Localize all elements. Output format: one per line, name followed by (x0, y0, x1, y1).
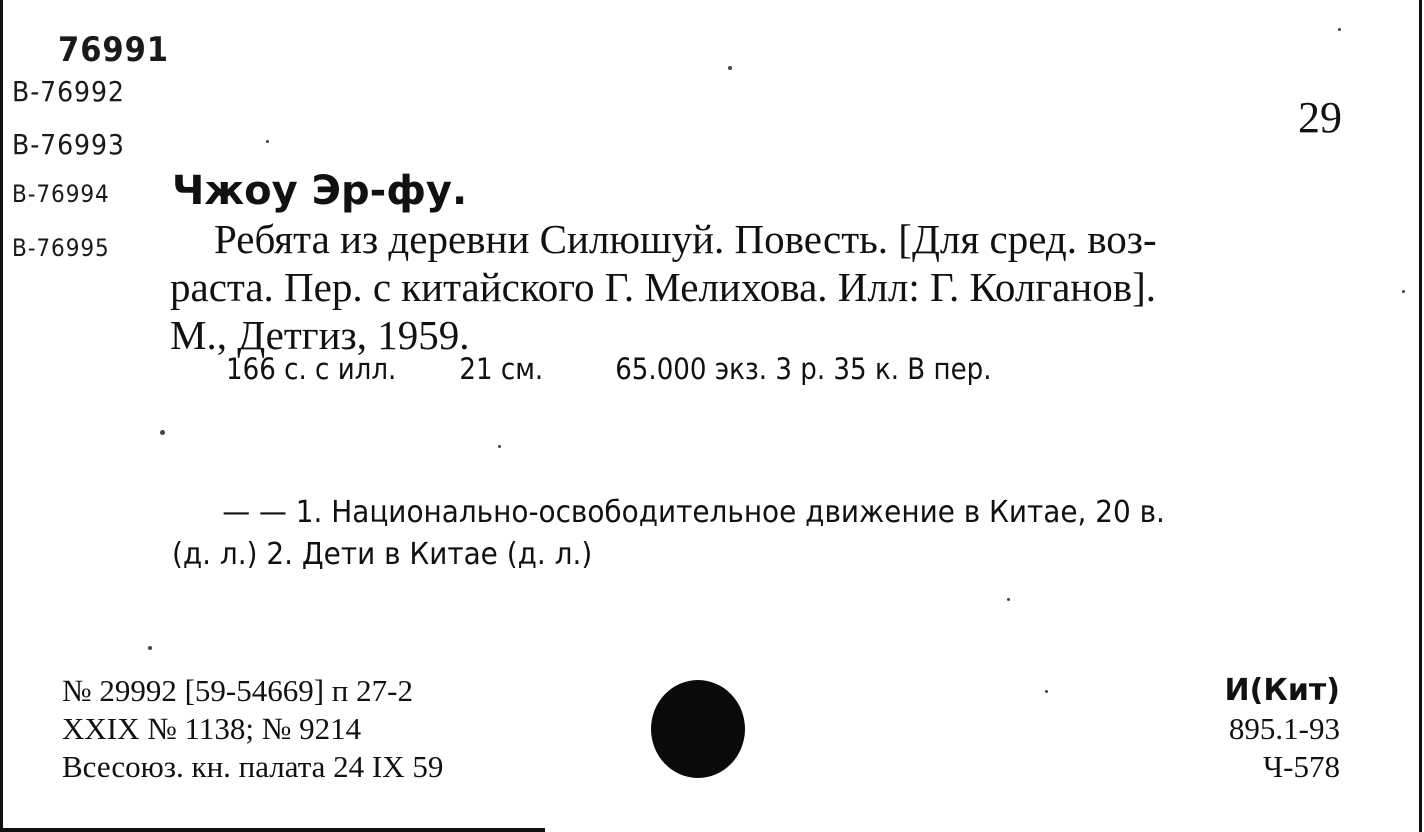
classification-block (1225, 672, 1340, 786)
scan-speck (160, 430, 165, 435)
registration-line: Всесоюз. кн. палата 24 IX 59 (62, 749, 444, 784)
card-left-edge (0, 0, 3, 832)
subject-line: (д. л.) 2. Дети в Китае (д. л.) (172, 537, 593, 572)
handwritten-inventory-number-5: B-76995 (12, 234, 110, 262)
subject-headings (172, 492, 1288, 576)
handwritten-inventory-number-1: 76991 (58, 30, 169, 70)
size-info: 21 см. (459, 352, 544, 386)
card-punch-hole (651, 680, 745, 778)
classification-udc: 895.1-93 (1228, 711, 1340, 746)
registration-block (62, 672, 443, 786)
description-line: Ребята из деревни Силюшуй. Повесть. [Для сред. воз- (214, 216, 1157, 262)
scan-speck (148, 646, 152, 650)
scan-speck (498, 445, 501, 448)
card-page-number: 29 (1298, 93, 1342, 142)
pages-info: 166 с. с илл. (226, 352, 397, 386)
classification-code: И(Кит) (1224, 673, 1340, 708)
registration-line: XXIX № 1138; № 9214 (62, 711, 362, 746)
handwritten-inventory-number-3: B-76993 (12, 128, 125, 161)
scan-speck (1045, 690, 1048, 693)
physical-description (226, 352, 991, 386)
registration-line: № 29992 [59-54669] п 27-2 (62, 673, 413, 708)
card-right-edge (1419, 0, 1422, 832)
scan-speck (728, 66, 732, 70)
handwritten-inventory-number-4: B-76994 (12, 180, 110, 208)
copies-price-info: 65.000 экз. 3 р. 35 к. В пер. (615, 352, 992, 386)
bibliographic-description (170, 215, 1350, 359)
scan-speck (1338, 28, 1341, 31)
scan-speck (266, 140, 269, 143)
author-heading: Чжоу Эр-фу. (172, 168, 468, 214)
card-bottom-edge (0, 828, 545, 832)
scan-speck (1007, 598, 1010, 601)
handwritten-inventory-number-2: B-76992 (12, 75, 125, 108)
description-line: раста. Пер. с китайского Г. Мелихова. Илл: Г. Колганов]. (170, 264, 1157, 310)
description-line: М., Детгиз, 1959. (170, 312, 470, 358)
scan-speck (1402, 290, 1405, 293)
subject-line: — — 1. Национально-освободительное движение в Китае, 20 в. (222, 495, 1165, 530)
classification-author-mark: Ч-578 (1263, 749, 1340, 784)
